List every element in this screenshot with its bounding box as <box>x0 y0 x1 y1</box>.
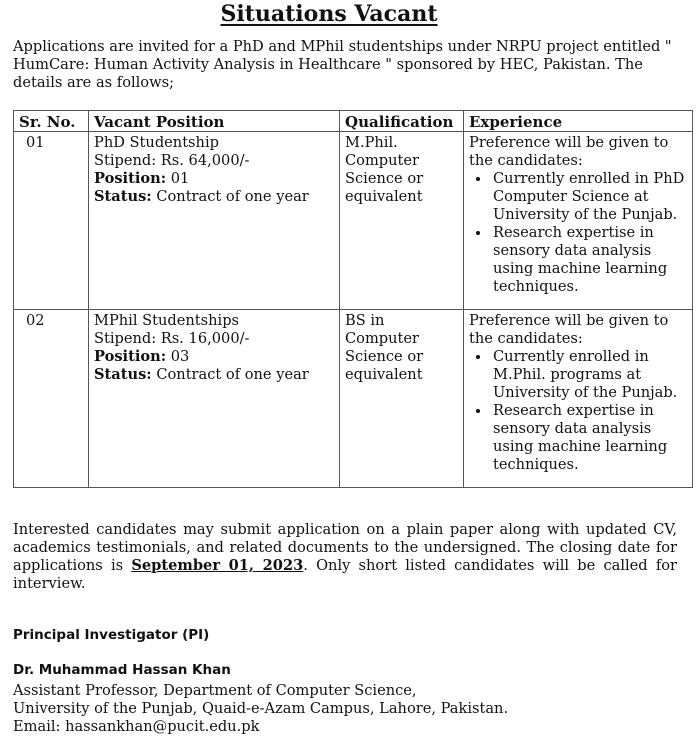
application-paragraph <box>13 521 677 593</box>
experience-intro: Preference will be given to the candidates: <box>469 134 669 169</box>
header-sr-no: Sr. No. <box>14 111 89 132</box>
stipend: Stipend: Rs. 16,000/- <box>94 330 250 347</box>
sr-no-cell: 01 <box>14 132 89 310</box>
position-value: 01 <box>166 170 190 187</box>
vacancy-table <box>13 110 693 488</box>
application-text: Interested candidates may submit application on a plain paper along with updated CV, academics testimonials, and related documents to the undersigned. The closing date for applications is <box>13 521 677 574</box>
position-label: Position: <box>94 348 167 365</box>
status-value: Contract of one year <box>151 188 309 205</box>
position-cell <box>89 310 340 488</box>
list-item: • Currently enrolled in M.Phil. programs at University of the Punjab. <box>491 348 687 402</box>
position-count <box>94 348 334 366</box>
status-label: Status: <box>94 366 152 383</box>
position-title: MPhil Studentships <box>94 312 240 329</box>
table-row <box>14 132 693 310</box>
status-value: Contract of one year <box>151 366 309 383</box>
intro-paragraph: Applications are invited for a PhD and MPhil studentships under NRPU project entitled " HumCare: Human Activity Analysis in Healthcare " sponsored by HEC, Pakistan. The details are as follows; <box>13 38 672 91</box>
qualification-cell: BS in Computer Science or equivalent <box>340 310 464 488</box>
status <box>94 366 334 384</box>
email-line: Email: hassankhan@pucit.edu.pk <box>13 718 260 735</box>
pi-name: Dr. Muhammad Hassan Khan <box>13 662 231 678</box>
pi-heading: Principal Investigator (PI) <box>13 627 210 643</box>
experience-cell <box>464 132 693 310</box>
experience-cell <box>464 310 693 488</box>
page-title: Situations Vacant <box>220 1 438 27</box>
experience-list <box>469 348 687 474</box>
status <box>94 188 334 206</box>
list-item: • Research expertise in sensory data analysis using machine learning techniques. <box>491 402 687 474</box>
list-item: • Research expertise in sensory data analysis using machine learning techniques. <box>491 224 687 296</box>
closing-date: September 01, 2023 <box>131 557 304 574</box>
header-qualification: Qualification <box>340 111 464 132</box>
qualification-cell: M.Phil. Computer Science or equivalent <box>340 132 464 310</box>
table-row <box>14 310 693 488</box>
contact-block <box>13 682 693 736</box>
position-count <box>94 170 334 188</box>
header-experience: Experience <box>464 111 693 132</box>
position-cell <box>89 132 340 310</box>
experience-intro: Preference will be given to the candidates: <box>469 312 669 347</box>
position-label: Position: <box>94 170 167 187</box>
sr-no-cell: 02 <box>14 310 89 488</box>
header-vacant-position: Vacant Position <box>89 111 340 132</box>
list-item: • Currently enrolled in PhD Computer Science at University of the Punjab. <box>491 170 687 224</box>
designation-line: Assistant Professor, Department of Computer Science, <box>13 682 417 699</box>
application-text-end: . Only short listed candidates will be called for interview. <box>13 557 677 592</box>
table-header-row <box>14 111 693 132</box>
status-label: Status: <box>94 188 152 205</box>
position-value: 03 <box>166 348 190 365</box>
stipend: Stipend: Rs. 64,000/- <box>94 152 250 169</box>
experience-list <box>469 170 687 296</box>
address-line: University of the Punjab, Quaid-e-Azam Campus, Lahore, Pakistan. <box>13 700 509 717</box>
position-title: PhD Studentship <box>94 134 219 151</box>
